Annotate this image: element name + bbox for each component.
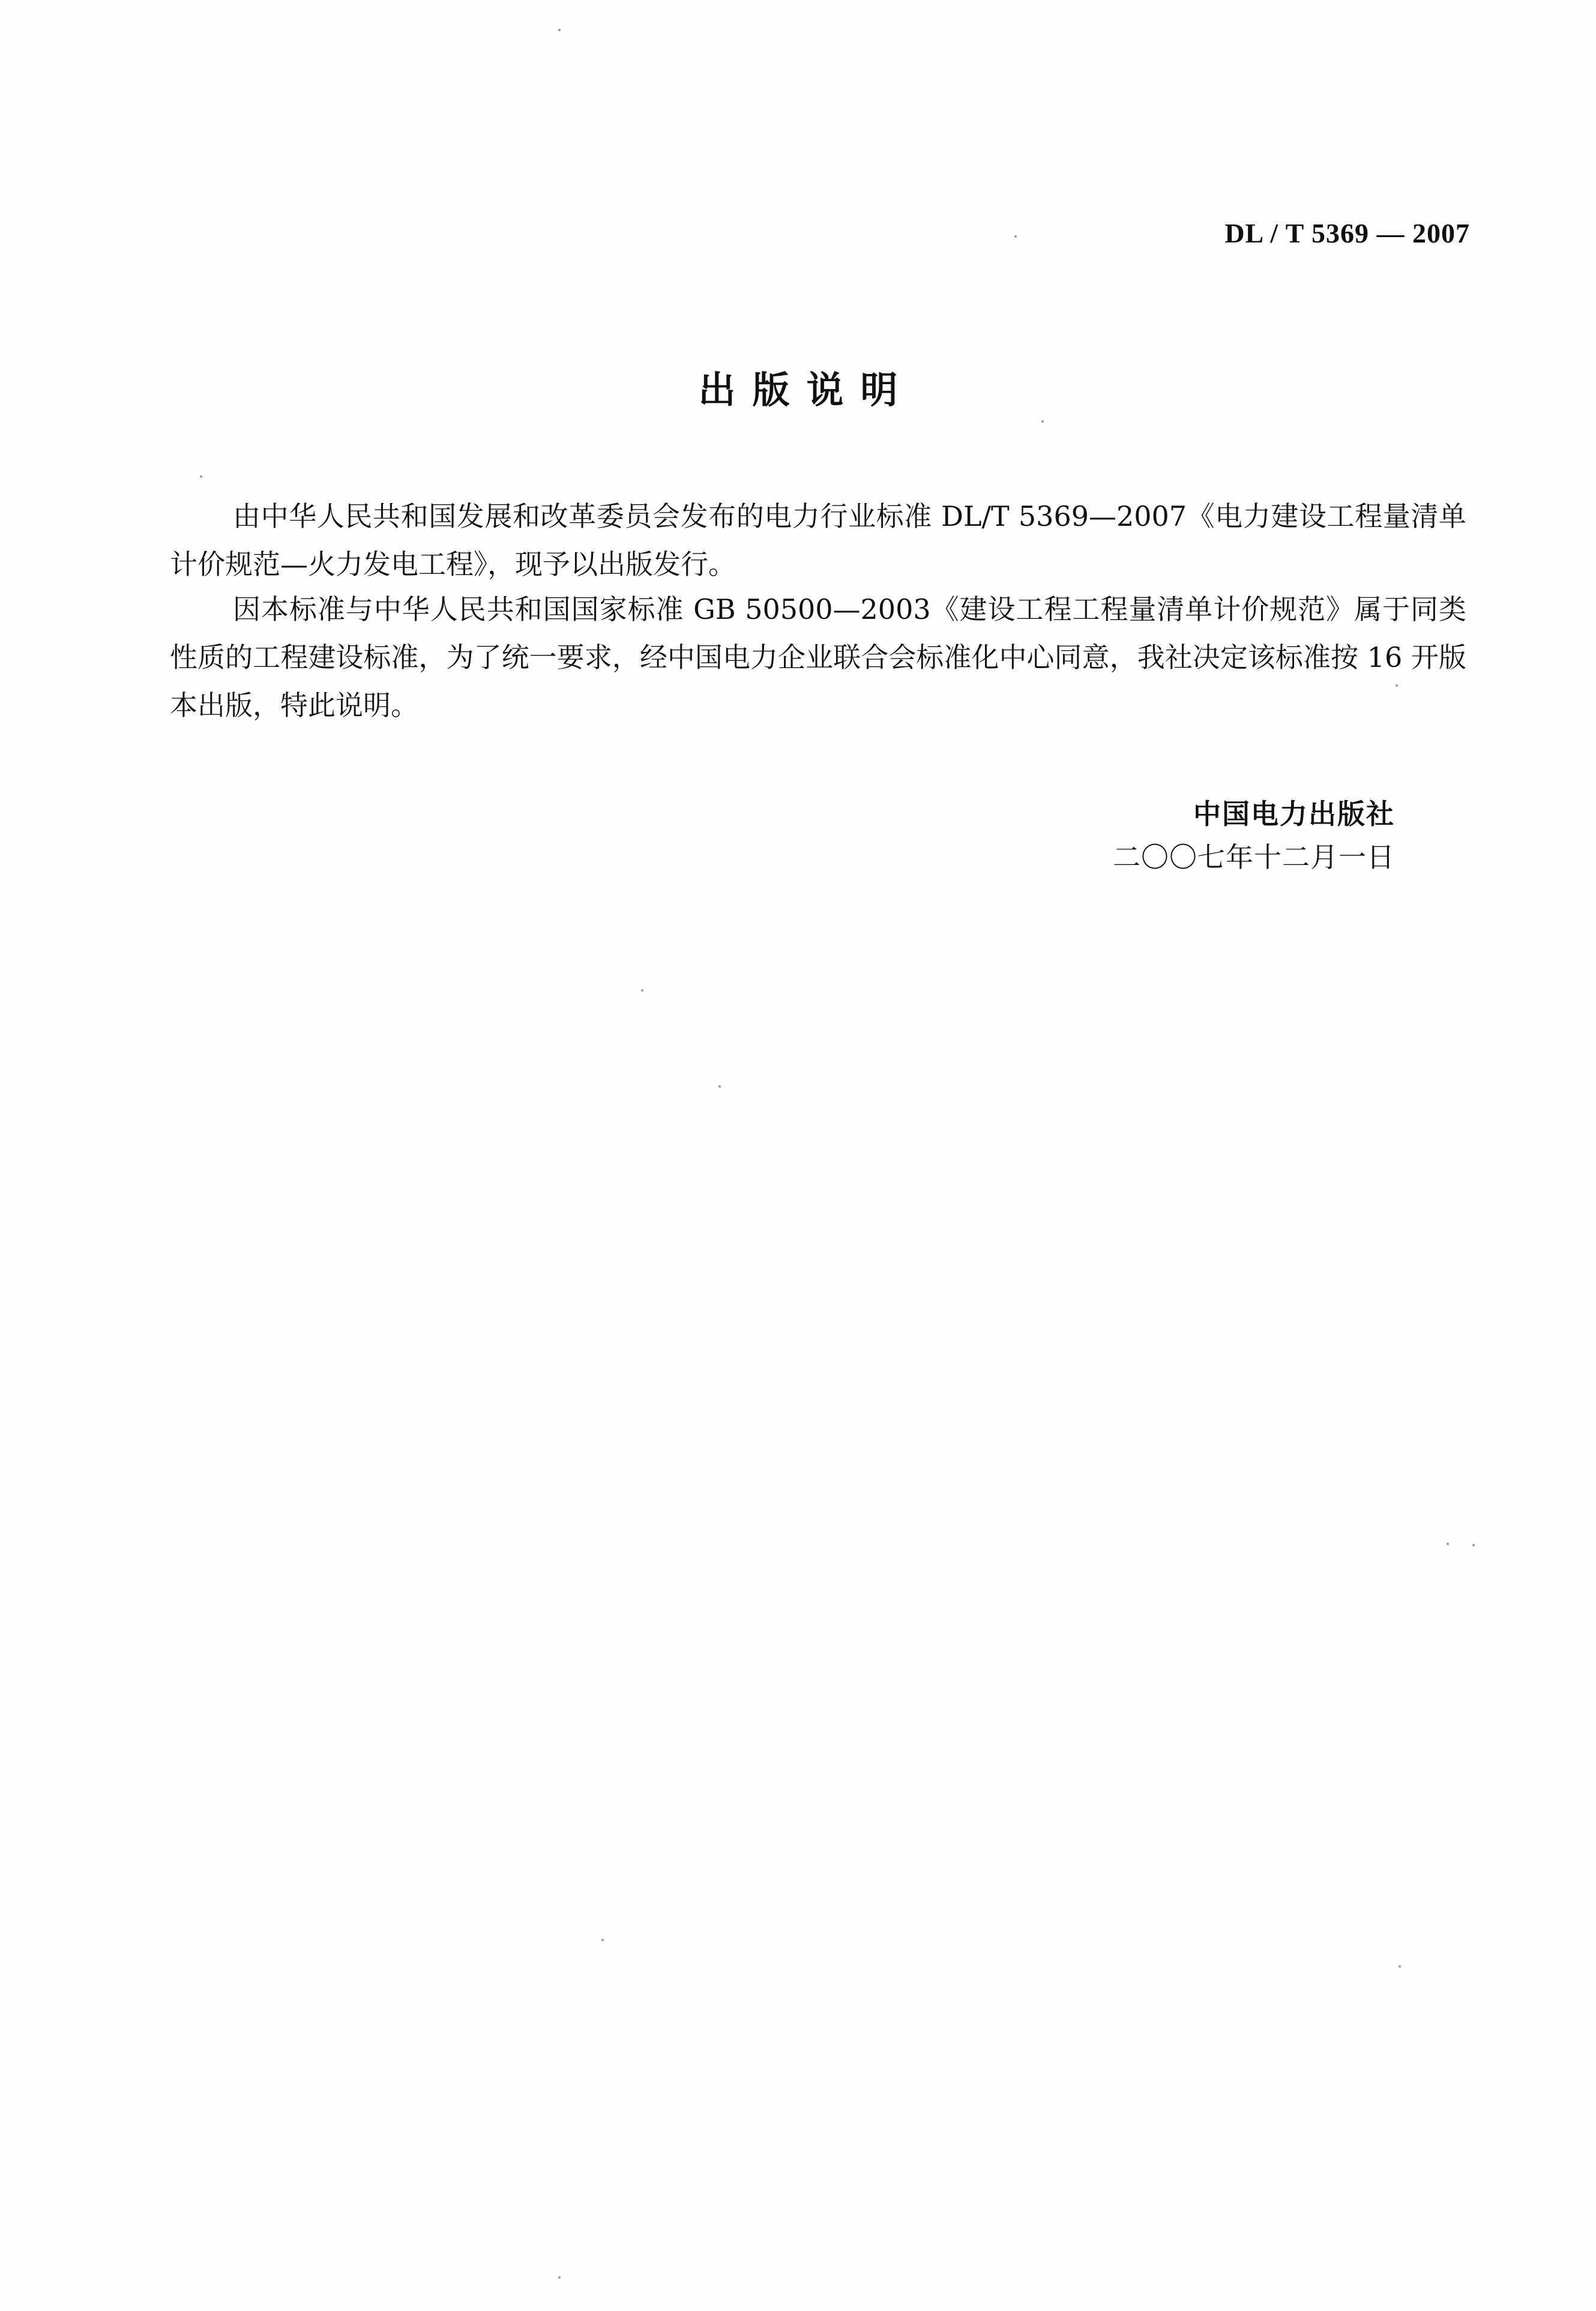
paragraph-1: 由中华人民共和国发展和改革委员会发布的电力行业标准 DL/T 5369—2007《电力建设工程量清单计价规范—火力发电工程》，现予以出版发行。 — [170, 500, 1466, 580]
paragraph-2: 因本标准与中华人民共和国国家标准 GB 50500—2003《建设工程工程量清单计价规范》属于同类性质的工程建设标准，为了统一要求，经中国电力企业联合会标准化中心同意，我社决定该标准按 16 开版本出版，特此说明。 — [170, 593, 1466, 722]
publication-date: 二〇〇七年十二月一日 — [1113, 841, 1395, 873]
scan-speck — [718, 1085, 721, 1088]
scan-speck — [1396, 684, 1398, 687]
scan-speck — [641, 989, 643, 992]
page-title: 出版说明 — [698, 368, 915, 412]
standard-code: DL / T 5369 — 2007 — [1224, 218, 1470, 249]
scan-speck — [200, 475, 202, 478]
scan-speck — [558, 29, 561, 31]
scan-speck — [558, 2276, 561, 2279]
scan-speck — [1014, 235, 1017, 238]
publisher-name: 中国电力出版社 — [1193, 798, 1395, 830]
scan-speck — [601, 1939, 604, 1941]
scan-speck — [1447, 1543, 1449, 1545]
signature-block — [1113, 792, 1395, 879]
scan-speck — [1472, 1544, 1475, 1546]
scan-speck — [1399, 1965, 1401, 1968]
scan-speck — [1041, 420, 1044, 423]
